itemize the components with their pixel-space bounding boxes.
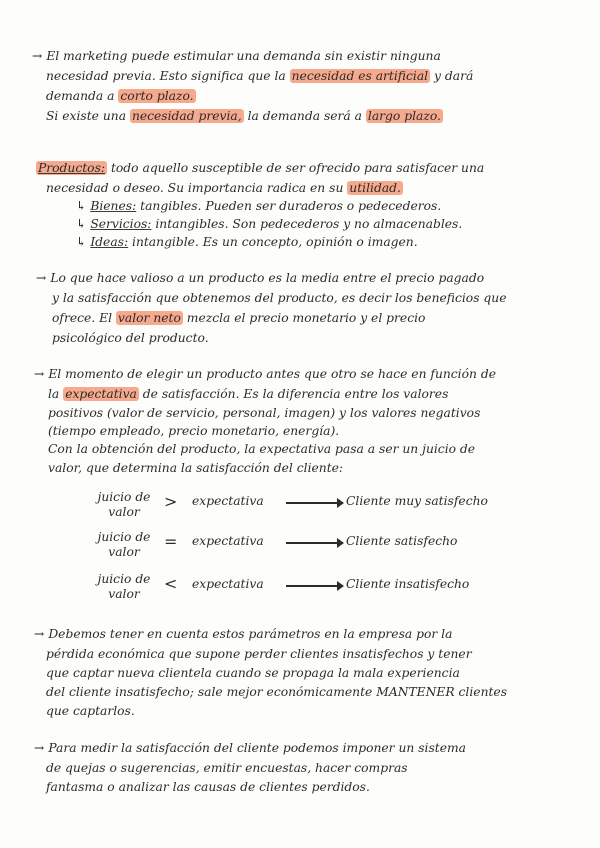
judgement-row: juicio de valor = expectativa Cliente satisfecho bbox=[97, 530, 458, 559]
valor-line-1: → Lo que hace valioso a un producto es la media entre el precio pagado bbox=[36, 271, 485, 285]
servicios-item: ↳ Servicios: intangibles. Son pedecederos y no almacenables. bbox=[76, 217, 463, 231]
expectativa-line-5: Con la obtención del producto, la expectativa pasa a ser un juicio de bbox=[48, 442, 476, 456]
arrow-right-icon bbox=[286, 502, 342, 504]
ideas-item: ↳ Ideas: intangible. Es un concepto, opinión o imagen. bbox=[76, 235, 418, 249]
bullet-arrow-icon: → bbox=[36, 271, 47, 285]
valor-line-2: y la satisfacción que obtenemos del producto, es decir los beneficios que bbox=[52, 291, 507, 305]
expectativa-line-1: → El momento de elegir un producto antes que otro se hace en función de bbox=[34, 367, 496, 381]
bienes-item: ↳ Bienes: tangibles. Pueden ser duraderos o pedecederos. bbox=[76, 199, 442, 213]
bullet-arrow-icon: → bbox=[34, 367, 45, 381]
expectativa-line-2: la expectativa de satisfacción. Es la diferencia entre los valores bbox=[48, 387, 449, 401]
productos-title: Productos: bbox=[38, 161, 106, 175]
bullet-arrow-icon: → bbox=[34, 741, 45, 755]
parametros-line-1: → Debemos tener en cuenta estos parámetros en la empresa por la bbox=[34, 627, 453, 641]
judgement-row: juicio de valor > expectativa Cliente muy satisfecho bbox=[97, 490, 488, 519]
expectativa-line-4: (tiempo empleado, precio monetario, energía). bbox=[48, 424, 340, 438]
arrow-right-icon bbox=[286, 585, 342, 587]
judgement-row: juicio de valor < expectativa Cliente insatisfecho bbox=[97, 572, 470, 601]
greater-than-sign: > bbox=[164, 492, 178, 511]
parametros-line-5: que captarlos. bbox=[46, 704, 135, 718]
marketing-line-3: demanda a corto plazo. bbox=[46, 89, 194, 103]
sub-arrow-icon: ↳ bbox=[76, 235, 87, 249]
parametros-line-2: pérdida económica que supone perder clientes insatisfechos y tener bbox=[46, 647, 472, 661]
medir-line-2: de quejas o sugerencias, emitir encuestas, hacer compras bbox=[46, 761, 408, 775]
valor-line-4: psicológico del producto. bbox=[52, 331, 209, 345]
productos-line-1: Productos: todo aquello susceptible de ser ofrecido para satisfacer una bbox=[38, 161, 485, 175]
sub-arrow-icon: ↳ bbox=[76, 217, 87, 231]
marketing-line-4: Si existe una necesidad previa, la demanda será a largo plazo. bbox=[46, 109, 441, 123]
highlight: largo plazo. bbox=[367, 109, 441, 123]
highlight: necesidad previa, bbox=[131, 109, 242, 123]
parametros-line-4: del cliente insatisfecho; sale mejor económicamente MANTENER clientes bbox=[46, 685, 508, 699]
highlight: utilidad. bbox=[349, 181, 401, 195]
highlight: necesidad es artificial bbox=[291, 69, 429, 83]
bullet-arrow-icon: → bbox=[32, 49, 43, 63]
highlight: corto plazo. bbox=[120, 89, 194, 103]
arrow-right-icon bbox=[286, 542, 342, 544]
highlight: expectativa bbox=[65, 387, 137, 401]
productos-line-2: necesidad o deseo. Su importancia radica en su utilidad. bbox=[46, 181, 401, 195]
marketing-line-2: necesidad previa. Esto significa que la necesidad es artificial y dará bbox=[46, 69, 474, 83]
marketing-line-1: → El marketing puede estimular una demanda sin existir ninguna bbox=[32, 49, 441, 63]
bullet-arrow-icon: → bbox=[34, 627, 45, 641]
valor-line-3: ofrece. El valor neto mezcla el precio monetario y el precio bbox=[52, 311, 426, 325]
medir-line-3: fantasma o analizar las causas de clientes perdidos. bbox=[46, 780, 370, 794]
parametros-line-3: que captar nueva clientela cuando se propaga la mala experiencia bbox=[46, 666, 460, 680]
expectativa-line-6: valor, que determina la satisfacción del cliente: bbox=[48, 461, 344, 475]
equals-sign: = bbox=[164, 532, 178, 551]
expectativa-line-3: positivos (valor de servicio, personal, imagen) y los valores negativos bbox=[48, 406, 481, 420]
sub-arrow-icon: ↳ bbox=[76, 199, 87, 213]
highlight: valor neto bbox=[117, 311, 181, 325]
medir-line-1: → Para medir la satisfacción del cliente podemos imponer un sistema bbox=[34, 741, 466, 755]
less-than-sign: < bbox=[164, 574, 178, 593]
